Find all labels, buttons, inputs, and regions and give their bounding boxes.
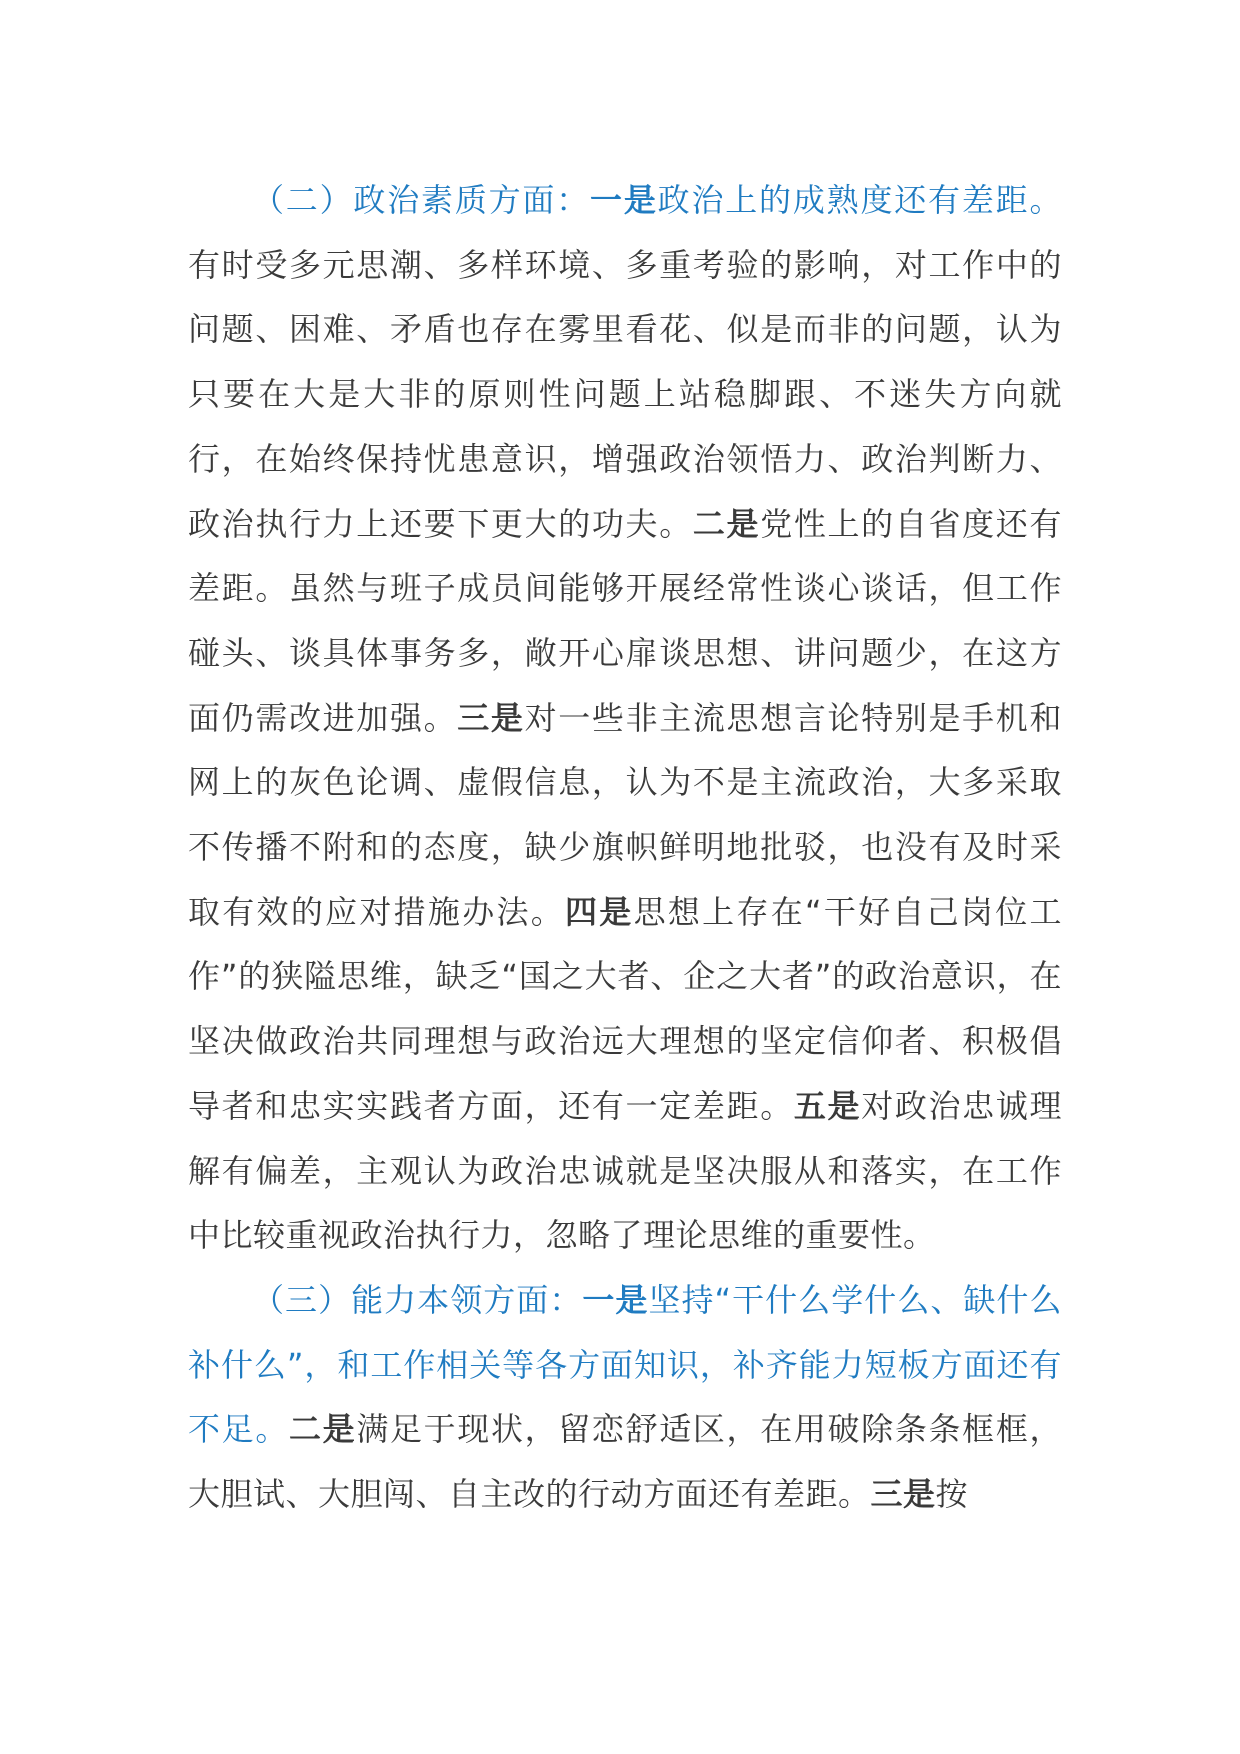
point-body-3: 按 xyxy=(935,1475,969,1514)
point-body-4: 思想上存在“干好自己岗位工作”的狭隘思维，缺乏“国之大者、企之大者”的政治意识，在坚决做政治共同理想与政治远大理想的坚定信仰者、积极倡导者和忠实实践者方面，还有一定差距。 xyxy=(188,892,1062,1125)
point-body-2: 满足于现状，留恋舒适区，在用破除条条框框，大胆试、大胆闯、自主改的行动方面还有差距。 xyxy=(188,1410,1062,1514)
point-marker-3: 三是 xyxy=(457,698,525,737)
document-body xyxy=(188,168,1062,1527)
point-marker-3: 三是 xyxy=(870,1475,936,1514)
paragraph-political-quality xyxy=(188,168,1062,1268)
point-marker-4: 四是 xyxy=(565,892,634,931)
point-marker-5: 五是 xyxy=(793,1086,862,1125)
point-marker-2: 二是 xyxy=(288,1410,357,1449)
point-title-1: 坚持“干什么学什么、缺什么补什么”，和工作相关等各方面知识，补齐能力短板方面还有不足。 xyxy=(188,1280,1062,1449)
point-body-1: 有时受多元思潮、多样环境、多重考验的影响，对工作中的问题、困难、矛盾也存在雾里看花、似是而非的问题，认为只要在大是大非的原则性问题上站稳脚跟、不迷失方向就行，在始终保持忧患意识，增强政治领悟力、政治判断力、政治执行力上还要下更大的功夫。 xyxy=(188,245,1062,543)
paragraph-ability-skills xyxy=(188,1268,1062,1527)
point-title-1: 政治上的成熟度还有差距。 xyxy=(657,181,1062,219)
point-body-3: 对一些非主流思想言论特别是手机和网上的灰色论调、虚假信息，认为不是主流政治，大多采取不传播不附和的态度，缺少旗帜鲜明地批驳，也没有及时采取有效的应对措施办法。 xyxy=(188,698,1062,931)
section-heading-political-quality: （二）政治素质方面： xyxy=(252,181,591,219)
point-body-5: 对政治忠诚理解有偏差，主观认为政治忠诚就是坚决服从和落实，在工作中比较重视政治执行力，忽略了理论思维的重要性。 xyxy=(188,1086,1062,1255)
point-marker-2: 二是 xyxy=(692,504,761,543)
point-body-2: 党性上的自省度还有差距。虽然与班子成员间能够开展经常性谈心谈话，但工作碰头、谈具体事务多，敞开心扉谈思想、讲问题少，在这方面仍需改进加强。 xyxy=(188,504,1062,737)
section-heading-ability-skills: （三）能力本领方面： xyxy=(252,1280,583,1319)
point-marker-1: 一是 xyxy=(590,181,658,219)
point-marker-1: 一是 xyxy=(582,1280,649,1319)
